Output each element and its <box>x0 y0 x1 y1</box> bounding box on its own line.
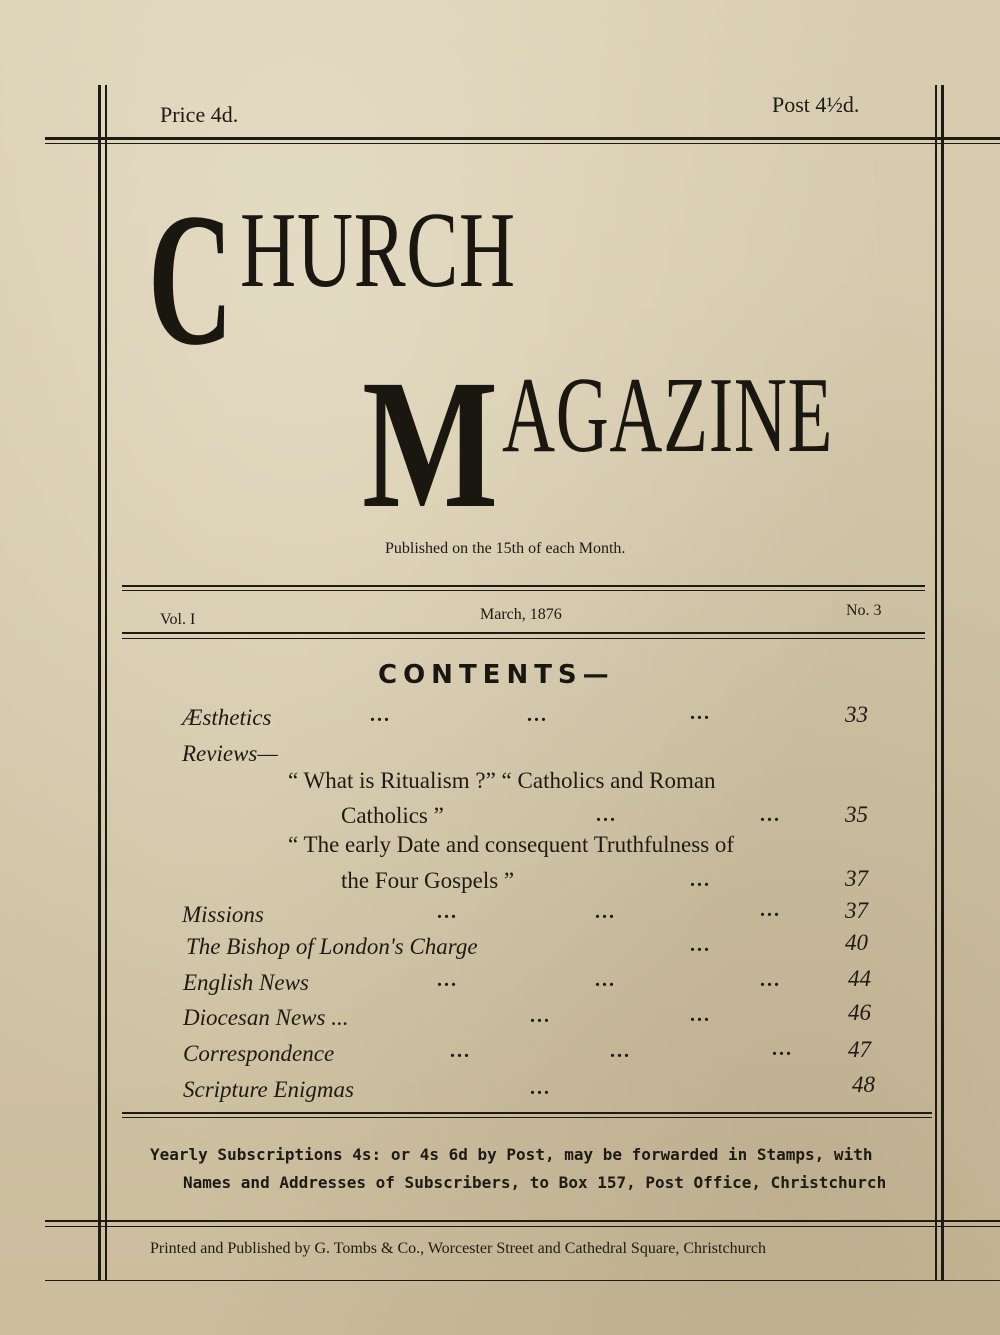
masthead-magazine-initial: M <box>362 342 499 547</box>
toc-title: Missions <box>182 902 264 927</box>
toc-dots: ... <box>760 899 781 921</box>
toc-page: 47 <box>848 1037 871 1062</box>
toc-dots: ... <box>690 1004 711 1026</box>
toc-subentry-line2: Catholics ” <box>341 803 444 828</box>
toc-title: Reviews— <box>182 741 278 766</box>
rule-notice-top-a <box>122 1112 932 1114</box>
toc-page: 35 <box>845 802 868 827</box>
toc-page: 44 <box>848 966 871 991</box>
rule-issue-bottom-a <box>122 632 925 634</box>
toc-subentry-line2: the Four Gospels ” <box>341 868 515 893</box>
masthead-church-rest: HURCH <box>240 191 516 310</box>
issue-number: No. 3 <box>846 602 882 619</box>
toc-page: 40 <box>845 930 868 955</box>
toc-dots: ... <box>595 901 616 923</box>
toc-dots: ... <box>437 969 458 991</box>
toc-dots: ... <box>370 704 391 726</box>
rule-issue-bottom-b <box>122 638 925 639</box>
border-left-outer <box>98 85 101 1280</box>
toc-dots: ... <box>450 1040 471 1062</box>
rule-bottom-b <box>45 1226 1000 1227</box>
rule-notice-top-b <box>122 1117 932 1118</box>
masthead-magazine <box>362 342 989 547</box>
toc-page: 33 <box>845 702 868 727</box>
toc-page: 48 <box>852 1072 875 1097</box>
volume-label: Vol. I <box>160 611 196 628</box>
toc-title: The Bishop of London's Charge <box>186 934 478 959</box>
border-right-outer <box>941 85 944 1280</box>
toc-dots: ... <box>530 1005 551 1027</box>
rule-footer <box>45 1280 1000 1281</box>
border-left-inner <box>105 85 107 1280</box>
toc-dots: ... <box>690 869 711 891</box>
issue-date: March, 1876 <box>480 606 562 623</box>
contents-heading: CONTENTS— <box>378 660 615 690</box>
rule-top-thick <box>45 137 1000 140</box>
toc-dots: ... <box>527 704 548 726</box>
subscription-notice-line1: Yearly Subscriptions 4s: or 4s 6d by Post, may be forwarded in Stamps, with <box>150 1145 873 1164</box>
rule-bottom-a <box>45 1220 1000 1222</box>
toc-page: 46 <box>848 1000 871 1025</box>
masthead-church-initial: C <box>148 175 234 385</box>
toc-dots: ... <box>596 804 617 826</box>
toc-dots: ... <box>595 969 616 991</box>
toc-dots: ... <box>610 1040 631 1062</box>
rule-top-thin <box>45 143 1000 144</box>
rule-issue-top-b <box>122 590 925 591</box>
toc-title: Æsthetics <box>182 705 272 730</box>
toc-title: English News <box>183 970 309 995</box>
toc-page: 37 <box>845 898 868 923</box>
printer-imprint: Printed and Published by G. Tombs & Co., Worcester Street and Cathedral Square, Christchurch <box>150 1240 767 1257</box>
toc-dots: ... <box>772 1038 793 1060</box>
toc-dots: ... <box>690 702 711 724</box>
masthead-magazine-rest: AGAZINE <box>502 356 834 475</box>
toc-subentry-line1: “ What is Ritualism ?” “ Catholics and Roman <box>288 768 716 793</box>
toc-page: 37 <box>845 866 868 891</box>
toc-dots: ... <box>760 969 781 991</box>
publication-tagline: Published on the 15th of each Month. <box>385 540 626 557</box>
toc-title: Correspondence <box>183 1041 335 1066</box>
price-label: Price 4d. <box>160 102 239 127</box>
toc-dots: ... <box>530 1077 551 1099</box>
post-price-label: Post 4½d. <box>772 92 860 117</box>
rule-issue-top-a <box>122 585 925 587</box>
subscription-notice-line2: Names and Addresses of Subscribers, to Box 157, Post Office, Christchurch <box>183 1173 887 1192</box>
border-right-inner <box>935 85 937 1280</box>
toc-subentry-line1: “ The early Date and consequent Truthfulness of <box>288 832 735 857</box>
toc-title: Diocesan News ... <box>183 1005 349 1030</box>
toc-title: Scripture Enigmas <box>183 1077 354 1102</box>
toc-dots: ... <box>437 901 458 923</box>
toc-dots: ... <box>760 804 781 826</box>
toc-dots: ... <box>690 934 711 956</box>
